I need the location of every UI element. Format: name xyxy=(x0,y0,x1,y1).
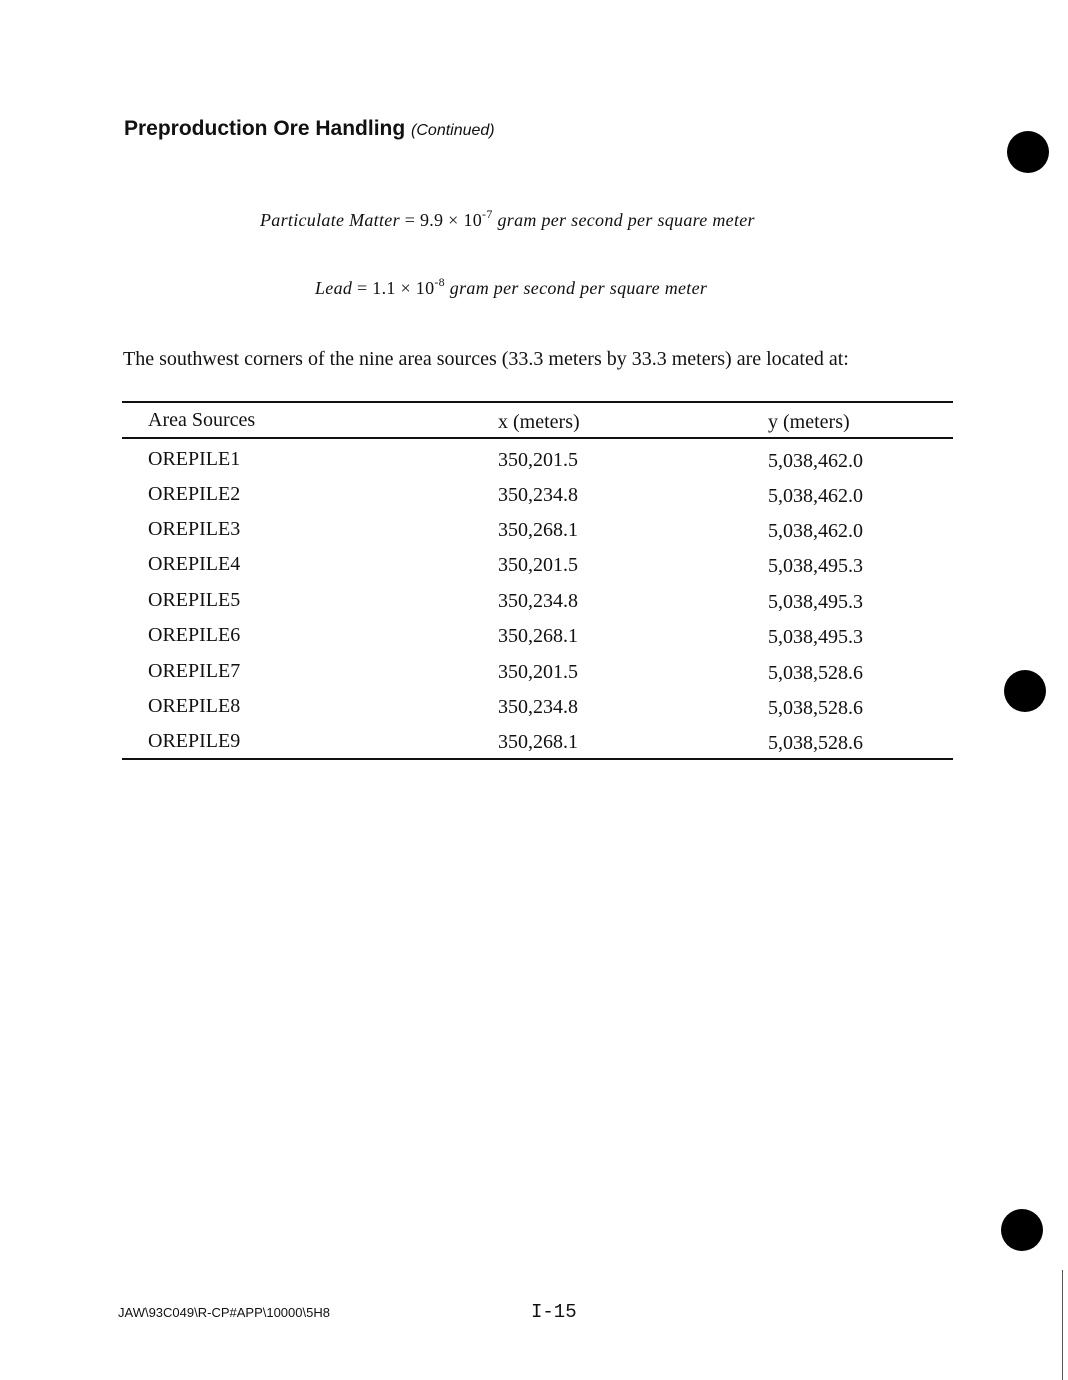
cell-source: OREPILE6 xyxy=(148,624,241,646)
header-area-sources: Area Sources xyxy=(148,409,256,431)
cell-source: OREPILE3 xyxy=(148,518,241,540)
times-sign: × xyxy=(400,278,411,298)
cell-source: OREPILE5 xyxy=(148,589,241,611)
page-number: I-15 xyxy=(531,1301,577,1323)
cell-y: 5,038,528.6 xyxy=(768,662,863,684)
table-bottom-rule xyxy=(122,758,953,760)
particulate-equation xyxy=(260,207,755,231)
header-x-meters: x (meters) xyxy=(498,411,580,433)
table-header-rule xyxy=(122,437,953,439)
cell-x: 350,234.8 xyxy=(498,484,578,506)
section-title: Preproduction Ore Handling xyxy=(124,117,406,140)
document-code: JAW\93C049\R-CP#APP\10000\5H8 xyxy=(118,1305,330,1320)
cell-x: 350,234.8 xyxy=(498,590,578,612)
particulate-label: Particulate Matter xyxy=(260,210,400,230)
cell-y: 5,038,462.0 xyxy=(768,520,863,542)
times-sign: × xyxy=(448,210,459,230)
unit-text: gram per second per square meter xyxy=(449,278,708,298)
punch-hole-top xyxy=(1007,131,1049,173)
table-top-rule xyxy=(122,401,953,403)
cell-y: 5,038,462.0 xyxy=(768,450,863,472)
cell-source: OREPILE2 xyxy=(148,483,241,505)
unit-text: gram per second per square meter xyxy=(497,210,755,230)
cell-x: 350,268.1 xyxy=(498,625,578,647)
power-base: 10 xyxy=(463,210,483,230)
cell-x: 350,201.5 xyxy=(498,449,578,471)
cell-x: 350,201.5 xyxy=(498,661,578,683)
cell-y: 5,038,495.3 xyxy=(768,591,863,613)
lead-equation xyxy=(315,275,707,299)
coefficient: 1.1 xyxy=(372,278,396,298)
punch-hole-bottom xyxy=(1001,1209,1043,1251)
cell-y: 5,038,495.3 xyxy=(768,555,863,577)
cell-y: 5,038,528.6 xyxy=(768,697,863,719)
punch-hole-middle xyxy=(1004,670,1046,712)
equals-sign: = xyxy=(357,278,368,298)
lead-label: Lead xyxy=(315,278,353,298)
exponent: -7 xyxy=(482,207,493,221)
cell-source: OREPILE1 xyxy=(148,448,241,470)
cell-y: 5,038,495.3 xyxy=(768,626,863,648)
cell-y: 5,038,528.6 xyxy=(768,732,863,754)
power-base: 10 xyxy=(415,278,435,298)
header-y-meters: y (meters) xyxy=(768,411,850,433)
cell-x: 350,268.1 xyxy=(498,519,578,541)
continued-note: (Continued) xyxy=(411,122,495,139)
cell-source: OREPILE7 xyxy=(148,660,241,682)
cell-source: OREPILE4 xyxy=(148,553,241,575)
cell-source: OREPILE8 xyxy=(148,695,241,717)
cell-x: 350,268.1 xyxy=(498,731,578,753)
equals-sign: = xyxy=(404,210,416,230)
intro-paragraph: The southwest corners of the nine area sources (33.3 meters by 33.3 meters) are located at: xyxy=(123,348,849,370)
section-heading xyxy=(124,117,495,141)
cell-x: 350,234.8 xyxy=(498,696,578,718)
cell-source: OREPILE9 xyxy=(148,730,241,752)
coefficient: 9.9 xyxy=(419,210,444,230)
page-edge-line xyxy=(1062,1270,1063,1380)
exponent: -8 xyxy=(434,275,445,289)
cell-x: 350,201.5 xyxy=(498,554,578,576)
cell-y: 5,038,462.0 xyxy=(768,485,863,507)
